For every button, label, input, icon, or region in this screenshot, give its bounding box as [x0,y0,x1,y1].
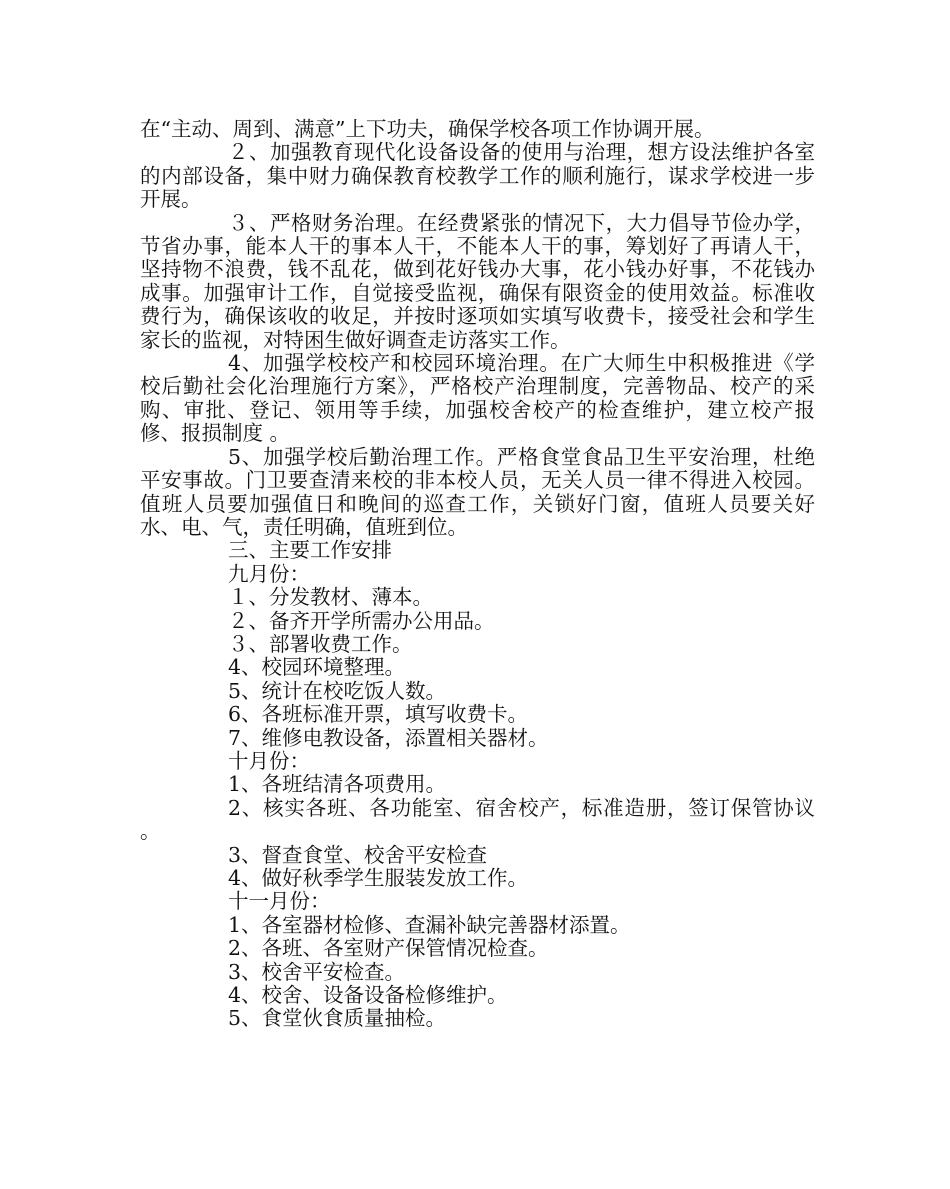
list-item: ３、部署收费工作。 [228,631,413,656]
list-item: 2、各班、各室财产保管情况检查。 [228,936,549,961]
list-item: 5、食堂伙食质量抽检。 [228,1006,447,1031]
month-heading-september: 九月份： [228,561,310,586]
list-item: １、分发教材、薄本。 [228,585,433,610]
list-item: 2、核实各班、各功能室、宿舍校产，标准造册，签订保管协议 。 [140,795,815,844]
list-item: 6、各班标准开票，填写收费卡。 [228,702,529,727]
paragraph-continuation: 在“主动、周到、满意”上下功夫，确保学校各项工作协调开展。 [140,117,715,141]
list-item: 3、校舍平安检查。 [228,959,406,984]
paragraph-item-5: 5、加强学校后勤治理工作。严格食堂食品卫生平安治理，杜绝平安事故。门卫要查清来校的非本校人员，无关人员一律不得进入校园。值班人员要加强值日和晚间的巡查工作，关锁好门窗，值班人员要关好水、电、气，责任明确，值班到位。 [140,444,815,539]
paragraph-item-4: 4、加强学校校产和校园环境治理。在广大师生中积极推进《学校后勤社会化治理施行方案》，严格校产治理制度，完善物品、校产的采购、审批、登记、领用等手续，加强校舍校产的检查维护，建立校产报修、报损制度 。 [140,351,815,446]
list-item: 3、督查食堂、校舍平安检查 [228,842,488,867]
section-heading: 三、主要工作安排 [228,538,392,563]
list-item: 5、统计在校吃饭人数。 [228,678,447,703]
month-heading-november: 十一月份： [228,889,331,914]
list-item: 1、各室器材检修、查漏补缺完善器材添置。 [228,912,631,937]
list-item: 1、各班结清各项费用。 [228,772,447,797]
document-body [140,118,815,1031]
month-heading-october: 十月份： [228,748,310,773]
paragraph-item-3: ３、严格财务治理。在经费紧张的情况下，大力倡导节俭办学，节省办事，能本人干的事本人干，不能本人干的事，筹划好了再请人干，坚持物不浪费，钱不乱花，做到花好钱办大事，花小钱办好事，不花钱办成事。加强审计工作，自觉接受监视，确保有限资金的使用效益。标准收费行为，确保该收的收足，并按时逐项如实填写收费卡，接受社会和学生家长的监视，对特困生做好调查走访落实工作。 [140,210,815,352]
list-item: 7、维修电教设备，添置相关器材。 [228,725,549,750]
list-item: 4、校园环境整理。 [228,655,406,680]
list-item: 4、校舍、设备设备检修维护。 [228,983,508,1008]
paragraph-item-2: ２、加强教育现代化设备设备的使用与治理，想方设法维护各室的内部设备，集中财力确保教育校教学工作的顺利施行，谋求学校进一步开展。 [140,140,815,212]
list-item: 4、做好秋季学生服装发放工作。 [228,866,529,890]
list-item: ２、备齐开学所需办公用品。 [228,608,495,633]
